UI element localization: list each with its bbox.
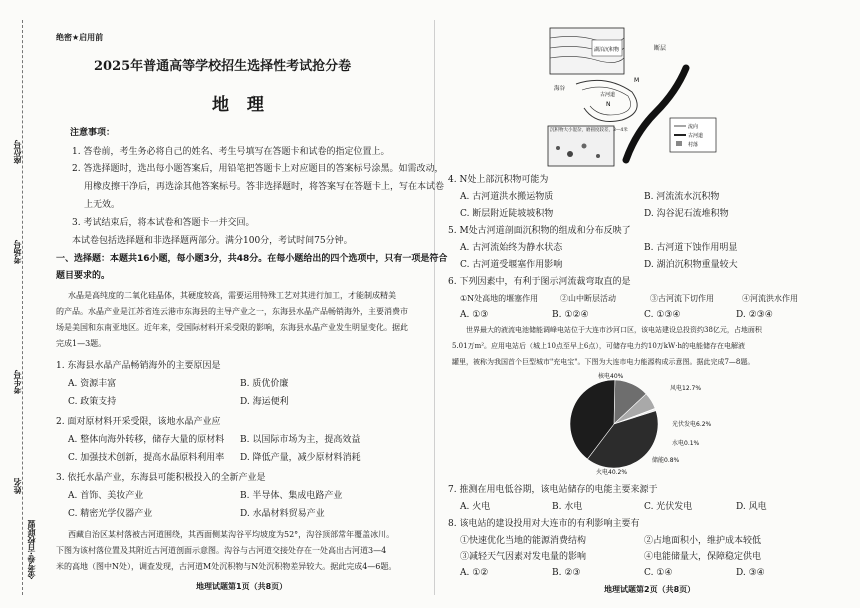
passage1-line3: 场是美国和东南亚地区。近年来，受国际材料开采受限的影响，东海县水晶产业发生明显变化。据此 [56,323,408,332]
passage3-line2: 5.01万m²。应用电站后（城上10点至早上6点），可储存电力约10万kW·h的电能储存在电解液 [452,342,745,350]
passage2-line2: 下图为该村落位置及其附近古河道剖面示意图。沟谷与古河道交接处存在一处高出古河道3—4 [56,546,387,555]
legend-flow: 流向 [688,124,699,130]
q8-option-a: A. ①② [460,568,489,578]
figure-fault-label: 断层 [654,45,667,52]
exam-title: 2025年普通高等学校招生选择性考试抢分卷 [94,59,352,74]
passage2-line3: 米的高地（图中N处），调查发现，古河道M处沉积物与N处沉积物差异较大。据此完成4—6题。 [56,562,397,571]
pie-label-1: 风电12.7% [670,385,702,392]
q6-item-1: ①N处高地的堰塞作用 [460,294,539,303]
q1-option-d: D. 海运便利 [240,397,289,407]
q3-option-c: C. 精密光学仪器产业 [68,509,153,519]
riverbed-figure [536,22,726,172]
q4-option-b: B. 河流流水沉积物 [644,192,720,202]
passage1-line4: 完成1—3题。 [56,339,107,348]
q4-option-a: A. 古河道洪水搬运物质 [460,192,554,202]
q3-option-b: B. 半导体、集成电路产业 [240,491,343,501]
q5-stem: 5. M处古河道剖面沉积物的组成和分布反映了 [448,226,631,236]
q6-option-a: A. ①③ [460,310,489,320]
passage3-line3: 罐里，被称为我国首个巨型城市"充电宝"。下图为大连市电力能源构成示意图。据此完成7—8题。 [452,358,755,366]
q1-option-c: C. 政策支持 [68,397,117,407]
figure-old-river-label: 古河道 [600,92,616,98]
q8-option-b: B. ②③ [552,568,581,578]
q4-stem: 4. N处上部沉积物可能为 [448,175,549,185]
pie-label-2: 光伏发电6.2% [672,421,712,428]
binding-line [22,20,23,595]
passage3-line1: 世界最大的液流电池储能调峰电站位于大连市沙河口区，该电站建设总投资约38亿元，占地面积 [466,326,762,334]
q4-option-c: C. 断层附近陡坡坡积物 [460,209,554,219]
margin-room-label: 考场号 [13,240,22,264]
q7-option-b: B. 水电 [552,502,583,512]
q2-option-d: D. 降低产量，减少原材料消耗 [240,453,361,463]
q6-option-c: C. ①③④ [644,310,681,320]
q2-option-a: A. 整体向海外转移，储存大量的原材料 [68,435,225,445]
q7-option-c: C. 光伏发电 [644,502,693,512]
notes-title: 注意事项： [70,128,116,138]
q8-item-2: ②占地面积小，维护成本较低 [644,536,762,546]
legend-village: 村落 [688,142,699,148]
q8-item-4: ④电能储量大，保障稳定供电 [644,552,762,562]
energy-pie-chart [560,370,740,478]
subject-title: 地 理 [212,95,270,115]
note-3: 3. 考试结束后，将本试卷和答题卡一并交回。 [72,218,255,228]
q3-option-d: D. 水晶材料贸易产业 [240,509,325,519]
note-2a: 2. 答选择题时，选出每小题答案后，用铅笔把答题卡上对应题目的答案标号涂黑。如需改动， [72,164,444,174]
q2-stem: 2. 面对原材料开采受限，该地水晶产业应 [56,417,221,427]
q6-item-2: ②山中断层活动 [560,294,616,303]
footer-left: 地理试题第1页（共8页） [196,582,288,591]
legend-old-river: 古河道 [688,133,704,139]
figure-n-label: N [606,101,611,108]
q8-item-3: ③减轻天气因素对发电量的影响 [460,552,587,562]
column-divider [434,20,435,595]
passage2-line1: 西藏自治区某村落被古河道围绕，其西面侧某沟谷平均坡度为52°，沟谷顶部常年覆盖冰川。 [68,530,395,539]
q5-option-c: C. 古河道受堰塞作用影响 [460,260,563,270]
q3-option-a: A. 首饰、美妆产业 [68,491,144,501]
footer-right: 地理试题第2页（共8页） [604,585,696,594]
q8-option-d: D. ③④ [736,568,765,578]
q8-stem: 8. 该电站的建设投用对大连市的有利影响主要有 [448,519,640,529]
q5-option-a: A. 古河流始终为静水状态 [460,243,563,253]
q2-option-b: B. 以国际市场为主，提高效益 [240,435,361,445]
note-2b: 用橡皮擦干净后，再选涂其他答案标号。答非选择题时，将答案写在答题卡上，写在本试卷 [84,182,445,192]
q7-option-d: D. 风电 [736,502,767,512]
passage1-line2: 的产品。水晶产业是江苏省连云港市东海县的主导产业之一，东海县水晶产品畅销海外，主要消费市 [56,307,408,316]
note-1: 1. 答卷前，考生务必将自己的姓名、考生号填写在答题卡和试卷的指定位置上。 [72,147,390,157]
q1-option-a: A. 资源丰富 [68,379,117,389]
passage1-line1: 水晶是高纯度的二氧化硅晶体，其硬度较高，需要运用特殊工艺对其进行加工，才能制成精美 [68,291,396,300]
figure-village-label: 海谷 [554,86,566,92]
q5-option-b: B. 古河道下蚀作用明显 [644,243,738,253]
q8-item-1: ①快速优化当地的能源消费结构 [460,536,587,546]
q6-option-d: D. ②③④ [736,310,773,320]
q6-option-b: B. ①②④ [552,310,589,320]
q7-stem: 7. 推测在用电低谷期，该电站储存的电能主要来源于 [448,485,658,495]
section-heading-2: 题目要求的。 [56,271,111,281]
pie-label-3: 水电0.1% [672,440,700,447]
q2-option-c: C. 加强技术创新，提高水晶原料利用率 [68,453,225,463]
pie-label-4: 储能0.8% [652,457,680,464]
pie-label-0: 核电40% [598,373,624,380]
q4-option-d: D. 沟谷泥石流堆积物 [644,209,729,219]
margin-exam-no-label: 考生号 [13,370,22,394]
section-heading-1: 一、选择题：本题共16小题，每小题3分，共48分。在每小题给出的四个选项中，只有一项是符合 [56,254,448,264]
q5-option-d: D. 湖泊沉积物重量较大 [644,260,738,270]
margin-brand: 金考卷·百校联盟 [27,520,36,580]
q3-stem: 3. 依托水晶产业，东海县可能积极投入的全新产业是 [56,473,266,483]
q6-stem: 6. 下列因素中，有利于图示河流裁弯取直的是 [448,277,631,287]
figure-section-label: 沉积物大小混杂，磨圆度较差，3—4米 [550,128,628,133]
note-2c: 上无效。 [84,200,121,210]
secret-mark: 绝密★启用前 [56,33,104,42]
figure-m-label: M [634,77,640,84]
margin-seat-label: 座位号 [13,140,22,164]
figure-lake-label: 湖泊沉积物 [594,47,620,53]
q1-option-b: B. 质优价廉 [240,379,289,389]
q6-item-4: ④河流洪水作用 [742,294,798,303]
q6-item-3: ③古河流下切作用 [650,294,714,303]
note-4: 本试卷包括选择题和非选择题两部分。满分100分，考试时间75分钟。 [72,236,353,246]
pie-label-5: 火电40.2% [596,469,628,476]
q1-stem: 1. 东海县水晶产品畅销海外的主要原因是 [56,361,221,371]
margin-name-label: 姓名 [13,478,22,494]
q7-option-a: A. 火电 [460,502,491,512]
q8-option-c: C. ①④ [644,568,673,578]
